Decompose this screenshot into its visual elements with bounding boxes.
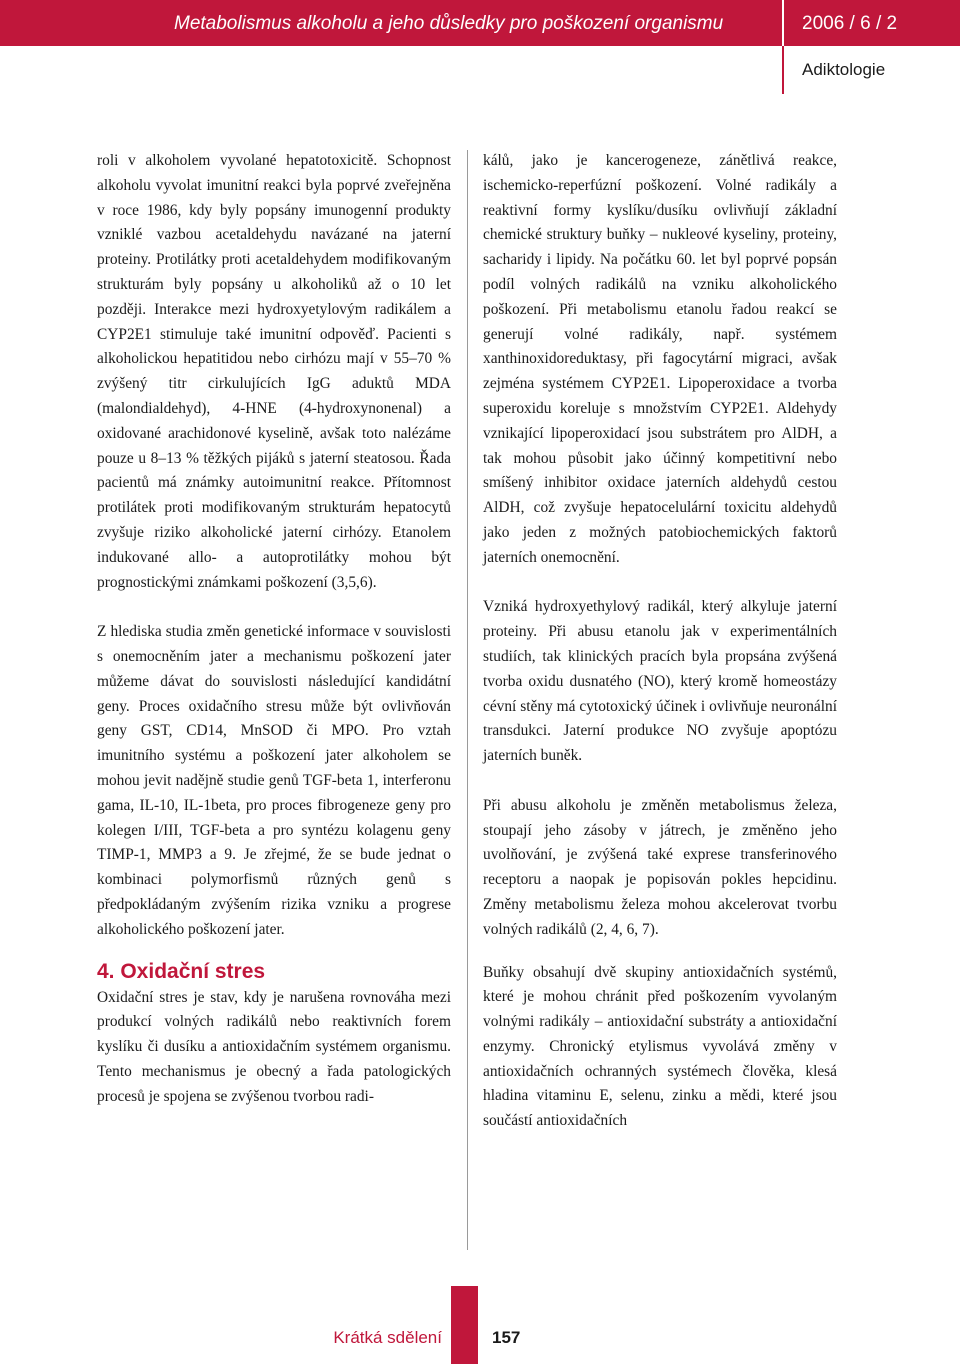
paragraph-immune-reaction: roli v alkoholem vyvolané hepatotoxicitě. Schopnost alkoholu vyvolat imunitní reakci byla poprvé zveřejněna v roce 1986, kdy byly popsány imunogenní produkty vzniklé vazbou acetaldehydu navázané na jaterní proteiny. Protilátky proti acetaldehydem modifikovaným strukturám byly popsány u alkoholiků až o 10 let později. Interakce mezi hydroxyetylovým radikálem a CYP2E1 stimuluje také imunitní odpověď. Pacienti s alkoholickou hepatitidou nebo cirhózu mají v 55–70 % zvýšený titr cirkulujících IgG aduktů MDA (malondialdehyd), 4-HNE (4-hydroxynonenal) a oxidované arachidonové kyselině, avšak toto nalézáme pouze u 8–13 % těžkých pijáků s jaterní steatosou. Řada pacientů má známky autoimunitní reakce. Přítomnost protilátek proti modifikovaným strukturám hepatocytů zvyšuje riziko alkoholické jaterní cirhózy. Etanolem indukované allo- a autoprotilátky mohou být prognostickými známkami poškození (3,5,6).	[97, 152, 451, 591]
paragraph-candidate-genes: Z hlediska studia změn genetické informace v souvislosti s onemocněním jater a mechanismu poškození jater můžeme dávat do souvislosti následující kandidátní geny. Proces oxidačního stresu může být ovlivňován geny GST, CD14, MnSOD či MPO. Pro vztah imunitního systému a poškození jater alkoholem se mohou jevit nadějně studie genů TGF-beta 1, interferonu gama, IL-10, IL-1beta, pro proces fibrogeneze geny pro kolegen I/III, TGF-beta a pro syntézu kolagenu geny TIMP-1, MMP3 a 9. Je zřejmé, že se bude jednat o kombinaci polymorfismů různých genů s předpokládaným zvýšením rizika vzniku a progrese alkoholického poškození jater.	[97, 623, 451, 938]
paragraph-antioxidant-systems: Buňky obsahují dvě skupiny antioxidačních systémů, které je mohou chránit před poškozením vyvolaným volnými radikály – antioxidační substráty a antioxidační enzymy. Chronický etylismus vyvolává změny v antioxidačních ochranných systémech člověka, klesá hladina vitaminu E, selenu, zinku a mědi, které jsou součástí antioxidačních	[483, 963, 837, 1130]
right-column	[483, 149, 837, 1134]
running-title: Metabolismus alkoholu a jeho důsledky pro poškození organismu	[174, 13, 724, 34]
footer-section-label: Krátká sdělení	[333, 1328, 442, 1347]
journal-name: Adiktologie	[802, 60, 886, 79]
journal-divider	[782, 46, 784, 94]
issue-number: 2006 / 6 / 2	[802, 13, 898, 34]
header-bar	[0, 0, 960, 46]
footer-accent-block	[451, 1286, 478, 1364]
paragraph-oxidative-stress: Oxidační stres je stav, kdy je narušena rovnováha mezi produkcí volných radikálů nebo reaktivních forem kyslíku či dusíku a antioxidačním systémem organismu. Tento mechanismus je obecný a řada patologických procesů je spojena se zvýšenou tvorbou radi-	[97, 988, 451, 1105]
section-heading-oxidative-stress: 4. Oxidační stres	[97, 959, 266, 983]
paragraph-hydroxyethyl-radical: Vzniká hydroxyethylový radikál, který alkyluje jaterní proteiny. Při abusu etanolu jak v experimentálních studiích, tak klinických pracích byla propsána zvýšená tvorba oxidu dusnatého (NO), který kromě homeostázy cévní stěny má cytotoxický účinek i ovlivňuje neuronální transdukci. Jaterní produkce NO zvyšuje apoptózu jaterních buněk.	[483, 598, 837, 765]
page-number: 157	[492, 1328, 521, 1347]
column-divider	[467, 150, 468, 1250]
left-column	[97, 149, 451, 1109]
paragraph-free-radicals: kálů, jako je kancerogeneze, zánětlivá reakce, ischemicko-reperfúzní poškození. Volné radikály a reaktivní formy kyslíku/dusíku ovlivňují základní chemické struktury buňky – nukleové kyseliny, proteiny, sacharidy i lipidy. Na počátku 60. let byl poprvé popsán podíl volných radikálů na vzniku alkoholického poškození. Při metabolismu etanolu řadou reakcí se generují volné radikály, např. systémem xanthinoxidoreduktasy, při fagocytární migraci, avšak zejména systémem CYP2E1. Lipoperoxidace a tvorba superoxidu koreluje s množstvím CYP2E1. Aldehydy vznikající lipoperoxidací jsou substrátem pro AlDH, a tak mohou působit jako účinný kompetitivní nebo smíšený inhibitor oxidace jaterních aldehydů cestou AlDH, což zvyšuje hepatocelulární toxicitu aldehydů jako jeden z možných patobiochemických faktorů jaterních onemocnění.	[483, 152, 837, 566]
paragraph-iron-metabolism: Při abusu alkoholu je změněn metabolismus železa, stoupají jeho zásoby v játrech, je změněno jeho uvolňování, je zvýšená také exprese transferinového receptoru a naopak je popisován pokles hepcidinu. Změny metabolismu železa mohou akcelerovat tvorbu volných radikálů (2, 4, 6, 7).	[483, 796, 837, 938]
header-separator	[782, 0, 784, 46]
